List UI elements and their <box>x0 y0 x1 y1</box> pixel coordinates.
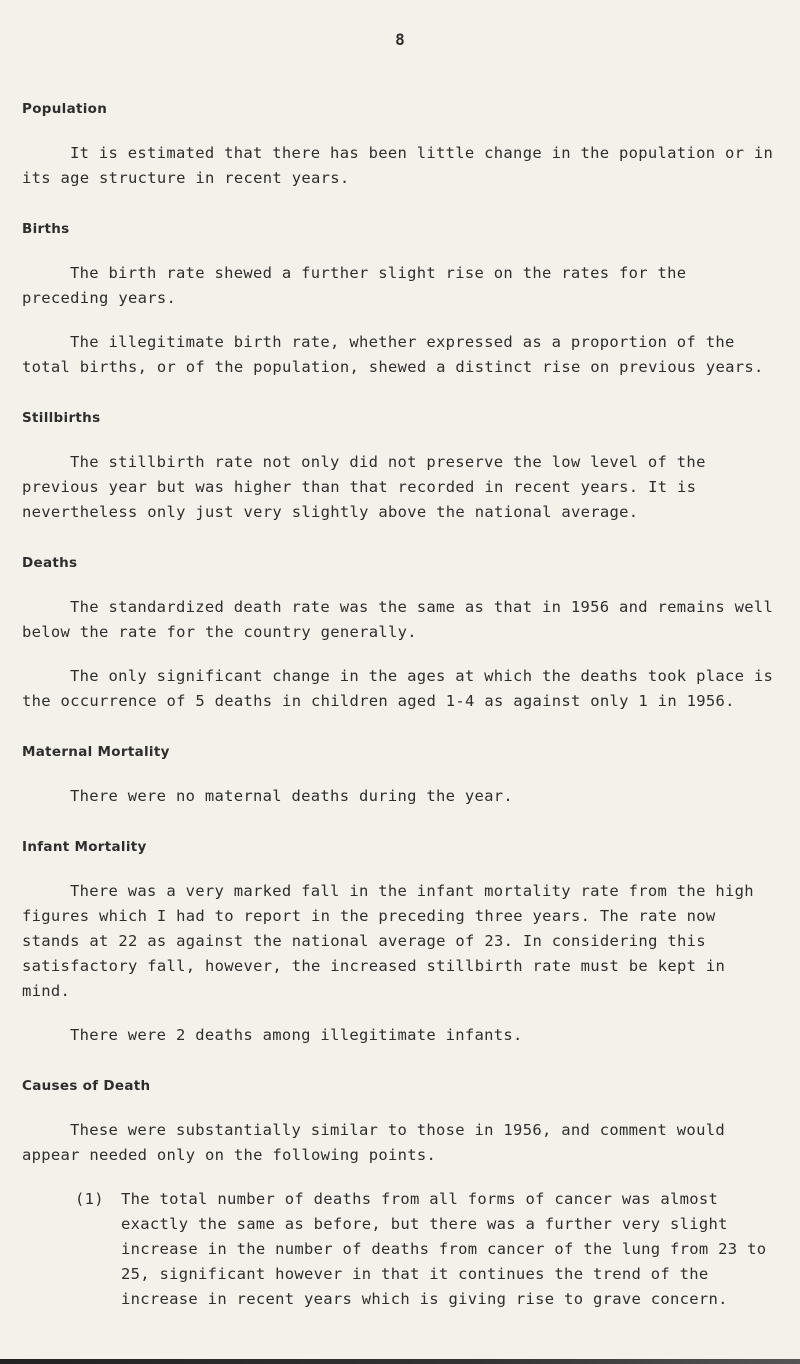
section-stillbirths <box>22 407 782 525</box>
births-paragraph-1: The birth rate shewed a further slight rise on the rates for the preceding years. <box>22 264 687 307</box>
report-body <box>22 98 782 1312</box>
section-causes-of-death <box>22 1075 782 1312</box>
section-deaths <box>22 552 782 714</box>
list-item-text: The total number of deaths from all forms of cancer was almost exactly the same as before, but there was a further very slight increase in the number of deaths from cancer of the lung from 23 to 25, significant however in that it continues the trend of the increase in recent years which is giving rise to grave concern. <box>121 1190 767 1308</box>
list-item-number: (1) <box>75 1190 104 1208</box>
heading-infant-mortality: Infant Mortality <box>22 839 147 855</box>
deaths-paragraph-1: The standardized death rate was the same as that in 1956 and remains well below the rate for the country generally. <box>22 598 774 641</box>
heading-population: Population <box>22 101 108 117</box>
section-births <box>22 218 782 380</box>
section-infant-mortality <box>22 836 782 1048</box>
list-item <box>75 1187 782 1312</box>
scan-edge-bar <box>0 1359 800 1364</box>
infant-mortality-paragraph-1: There was a very marked fall in the infant mortality rate from the high figures which I had to report in the preceding three years. The rate now stands at 22 as against the national average of 23. In considering this satisfactory fall, however, the increased stillbirth rate must be kept in mind. <box>22 882 754 1000</box>
infant-mortality-paragraph-2: There were 2 deaths among illegitimate infants. <box>70 1026 523 1044</box>
section-maternal-mortality <box>22 741 782 809</box>
births-paragraph-2: The illegitimate birth rate, whether expressed as a proportion of the total births, or of the population, shewed a distinct rise on previous years. <box>22 333 764 376</box>
causes-of-death-paragraph-1: These were substantially similar to those in 1956, and comment would appear needed only on the following points. <box>22 1121 725 1164</box>
stillbirths-paragraph-1: The stillbirth rate not only did not preserve the low level of the previous year but was higher than that recorded in recent years. It is nevertheless only just very slightly above the national average. <box>22 453 706 521</box>
heading-deaths: Deaths <box>22 555 78 571</box>
heading-causes-of-death: Causes of Death <box>22 1078 151 1094</box>
heading-maternal-mortality: Maternal Mortality <box>22 744 170 760</box>
heading-stillbirths: Stillbirths <box>22 410 101 426</box>
section-population <box>22 98 782 191</box>
maternal-mortality-paragraph-1: There were no maternal deaths during the year. <box>70 787 514 805</box>
heading-births: Births <box>22 221 70 237</box>
page-number: 8 <box>395 30 405 49</box>
population-paragraph-1: It is estimated that there has been little change in the population or in its age structure in recent years. <box>22 144 774 187</box>
deaths-paragraph-2: The only significant change in the ages at which the deaths took place is the occurrence of 5 deaths in children aged 1-4 as against only 1 in 1956. <box>22 667 774 710</box>
